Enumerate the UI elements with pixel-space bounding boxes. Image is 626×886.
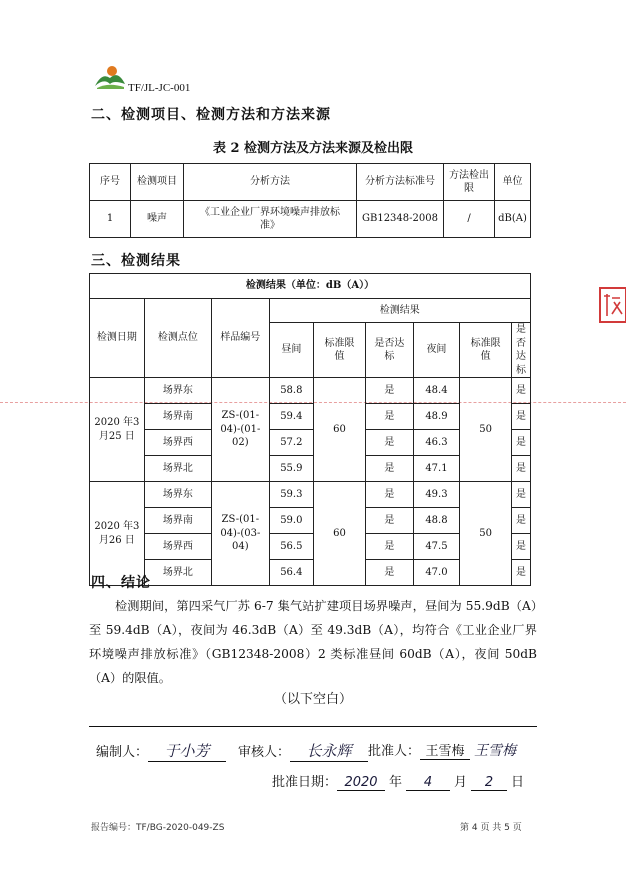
night-limit-cell: 50	[460, 482, 512, 586]
date-label: 批准日期：	[272, 775, 338, 790]
th-detection-limit: 方法检出限	[444, 164, 495, 201]
section3-title: 三、检测结果	[91, 253, 181, 269]
day-limit-cell: 60	[314, 378, 366, 482]
page-number: 第 4 页 共 5 页	[460, 823, 522, 833]
th-night-limit: 标准限值	[460, 323, 512, 378]
reviewer-signature: 长永辉	[290, 740, 368, 762]
table-row: 2020 年3 月26 日 场界东 ZS-(01-04)-(03-04) 59.3 60 是 49.3 50 是	[90, 482, 531, 508]
reviewer-label: 审核人：	[238, 745, 291, 760]
table-row: 场界南 59.0 是 48.8 是	[90, 508, 531, 534]
report-number: 报告编号：TF/BG-2020-049-ZS	[91, 823, 225, 833]
th-standard: 分析方法标准号	[357, 164, 444, 201]
table2-caption: 表 2 检测方法及方法来源及检出限	[212, 141, 414, 156]
night-limit-cell: 50	[460, 378, 512, 482]
sample-cell: ZS-(01-04)-(03-04)	[212, 482, 269, 586]
th-item: 检测项目	[131, 164, 184, 201]
blank-note: （以下空白）	[273, 692, 352, 707]
th-unit: 单位	[495, 164, 531, 201]
th-results: 检测结果	[269, 299, 530, 323]
th-day: 昼间	[269, 323, 314, 378]
th-night-pass: 是否达标	[512, 323, 531, 378]
seal-stamp-icon	[598, 286, 626, 324]
th-method: 分析方法	[184, 164, 357, 201]
method-table	[89, 163, 531, 238]
th-index: 序号	[90, 164, 131, 201]
company-logo-icon	[94, 64, 126, 90]
day-limit-cell: 60	[314, 482, 366, 586]
results-table	[89, 273, 531, 586]
compiler-label: 编制人：	[96, 745, 149, 760]
table-row: 场界西 56.5 是 47.5 是	[90, 534, 531, 560]
table-row: 场界南 59.4 是 48.9 是	[90, 404, 531, 430]
approver-name: 王雪梅	[420, 740, 470, 760]
th-point: 检测点位	[144, 299, 211, 378]
sample-cell: ZS-(01-04)-(01-02)	[212, 378, 269, 482]
th-day-pass: 是否达标	[365, 323, 413, 378]
table-row: 场界北 56.4 是 47.0 是	[90, 560, 531, 586]
date-year: 2020	[337, 775, 385, 791]
results-table-title: 检测结果（单位：dB（A））	[90, 274, 531, 299]
table-row: 1 噪声 《工业企业厂界环境噪声排放标准》 GB12348-2008 / dB(A)	[90, 201, 531, 238]
section4-title: 四、结论	[91, 575, 151, 591]
th-night: 夜间	[413, 323, 459, 378]
date-cell: 2020 年3 月25 日	[90, 378, 145, 482]
reviewer-row	[238, 740, 368, 762]
th-date: 检测日期	[90, 299, 145, 378]
section2-title: 二、检测项目、检测方法和方法来源	[91, 107, 331, 123]
date-month: 4	[406, 775, 450, 791]
approver-signature: 王雪梅	[474, 743, 517, 759]
approver-row	[368, 740, 516, 760]
conclusion-paragraph: 检测期间，第四采气厂苏 6-7 集气站扩建项目场界噪声，昼间为 55.9dB（A）至 59.4dB（A），夜间为 46.3dB（A）至 49.3dB（A），均符合《工业企业厂界环境噪声排放标准》（GB12348-2008）2 类标准昼间 60dB（A），夜间 50dB（A）的限值。	[89, 599, 537, 685]
table-row: 场界北 55.9 是 47.1 是	[90, 456, 531, 482]
compiler-signature: 于小芳	[148, 740, 226, 762]
approval-date-row: 批准日期： 2020 年 4 月 2 日	[272, 775, 525, 790]
th-sample: 样品编号	[212, 299, 269, 378]
th-day-limit: 标准限值	[314, 323, 366, 378]
date-day: 2	[471, 775, 507, 791]
table-row: 场界西 57.2 是 46.3 是	[90, 430, 531, 456]
date-cell: 2020 年3 月26 日	[90, 482, 145, 586]
table-row: 2020 年3 月25 日 场界东 ZS-(01-04)-(01-02) 58.8 60 是 48.4 50 是	[90, 378, 531, 404]
signature-divider	[89, 726, 537, 727]
approver-label: 批准人：	[368, 744, 421, 759]
document-id: TF/JL-JC-001	[128, 82, 191, 94]
compiler-row	[96, 740, 226, 762]
